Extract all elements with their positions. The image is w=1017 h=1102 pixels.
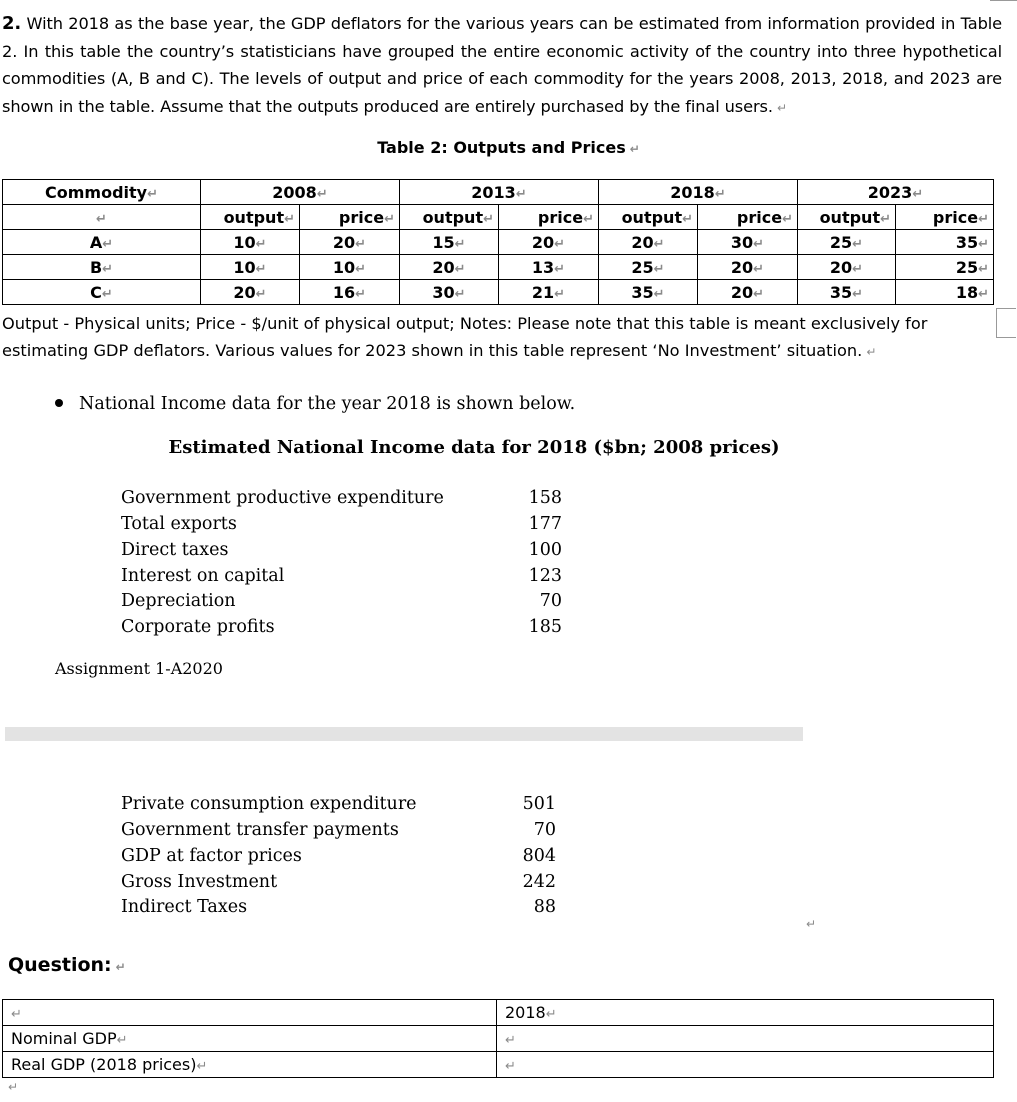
table-cell: 10↵ (300, 255, 400, 280)
table-caption (0, 138, 1017, 157)
table-cell: 18↵ (896, 280, 994, 305)
table-cell: 20↵ (798, 255, 896, 280)
question-heading (8, 954, 126, 976)
subheader-output: output↵ (201, 205, 300, 230)
ni-row: Interest on capital 123 (121, 566, 562, 586)
paragraph-mark: ↵ (776, 100, 787, 115)
empty-cell: ↵ (3, 205, 201, 230)
problem-paragraph (2, 10, 1002, 122)
outputs-prices-table (2, 179, 994, 305)
table-caption-text: Table 2: Outputs and Prices (377, 138, 626, 157)
question-table (2, 999, 994, 1078)
bullet-item (55, 394, 575, 414)
subheader-output: output↵ (599, 205, 698, 230)
ni-row: Private consumption expenditure 501 (121, 794, 556, 814)
table-row (3, 280, 994, 305)
bullet-icon (55, 399, 63, 407)
year-header-2023: 2023↵ (798, 180, 994, 205)
table-cell: 20↵ (300, 230, 400, 255)
ni-row: Depreciation 70 (121, 591, 562, 611)
table-cell: 10↵ (201, 255, 300, 280)
year-header-2013: 2013↵ (400, 180, 599, 205)
paragraph-mark: ↵ (147, 186, 158, 202)
table-notes-text: Output - Physical units; Price - $/unit of physical output; Notes: Please note that this table is meant exclusively for estimating GDP deflators. Various values for 2023 shown in this table represent ‘No Investment’ situation. (2, 314, 928, 360)
table-notes (2, 310, 992, 366)
table-cell: 25↵ (798, 230, 896, 255)
table-cell: 35↵ (599, 280, 698, 305)
paragraph-mark: ↵ (8, 1080, 19, 1094)
commodity-cell: C↵ (3, 280, 201, 305)
table-cell: 20↵ (201, 280, 300, 305)
table-cell: 20↵ (599, 230, 698, 255)
ni-row: Gross Investment 242 (121, 872, 556, 892)
row-label-nominal-gdp: Nominal GDP↵ (3, 1026, 497, 1052)
table-row (3, 230, 994, 255)
table-cell: 30↵ (400, 280, 499, 305)
table-row (3, 255, 994, 280)
empty-cell: ↵ (3, 1000, 497, 1026)
table-cell: 20↵ (698, 280, 798, 305)
subheader-price: price↵ (300, 205, 400, 230)
paragraph-mark: ↵ (806, 917, 817, 931)
subheader-price: price↵ (896, 205, 994, 230)
question-heading-text: Question: (8, 954, 112, 976)
ni-row: Government transfer payments 70 (121, 820, 556, 840)
answer-cell-nominal-gdp[interactable]: ↵ (497, 1026, 994, 1052)
paragraph-mark: ↵ (866, 345, 877, 359)
answer-cell-real-gdp[interactable]: ↵ (497, 1052, 994, 1078)
table-cell: 30↵ (698, 230, 798, 255)
table-row (3, 1000, 994, 1026)
table-cell: 35↵ (896, 230, 994, 255)
commodity-cell: B↵ (3, 255, 201, 280)
table-cell: 25↵ (599, 255, 698, 280)
subheader-output: output↵ (798, 205, 896, 230)
paragraph-mark: ↵ (629, 142, 640, 156)
problem-number: 2. (2, 13, 22, 34)
margin-box (996, 308, 1016, 338)
gray-divider-bar (5, 727, 803, 741)
commodity-cell: A↵ (3, 230, 201, 255)
assignment-label: Assignment 1-A2020 (55, 659, 223, 678)
ni-row: Direct taxes 100 (121, 540, 562, 560)
table-cell: 35↵ (798, 280, 896, 305)
ni-row: Total exports 177 (121, 514, 562, 534)
ni-row: Indirect Taxes 88 (121, 897, 556, 917)
paragraph-mark: ↵ (115, 960, 126, 974)
ni-row: GDP at factor prices 804 (121, 846, 556, 866)
table-cell: 20↵ (698, 255, 798, 280)
page-edge-rule (990, 0, 1017, 4)
row-label-real-gdp: Real GDP (2018 prices)↵ (3, 1052, 497, 1078)
national-income-heading: Estimated National Income data for 2018 ($bn; 2008 prices) (168, 437, 780, 458)
table-row (3, 205, 994, 230)
table-row (3, 1052, 994, 1078)
year-header-2018: 2018↵ (497, 1000, 994, 1026)
table-row (3, 1026, 994, 1052)
subheader-output: output↵ (400, 205, 499, 230)
year-header-2008: 2008↵ (201, 180, 400, 205)
table-cell: 25↵ (896, 255, 994, 280)
year-header-2018: 2018↵ (599, 180, 798, 205)
table-cell: 20↵ (400, 255, 499, 280)
table-cell: 21↵ (499, 280, 599, 305)
table-cell: 15↵ (400, 230, 499, 255)
problem-text: With 2018 as the base year, the GDP deflators for the various years can be estimated from information provided in Table 2. In this table the country’s statisticians have grouped the entire economic activity of the country into three hypothetical commodities (A, B and C). The levels of output and price of each commodity for the years 2008, 2013, 2018, and 2023 are shown in the table. Assume that the outputs produced are entirely purchased by the final users. (2, 14, 1003, 116)
table-row (3, 180, 994, 205)
table-cell: 13↵ (499, 255, 599, 280)
commodity-header: Commodity↵ (3, 180, 201, 205)
table-cell: 20↵ (499, 230, 599, 255)
subheader-price: price↵ (698, 205, 798, 230)
table-cell: 16↵ (300, 280, 400, 305)
bullet-text: National Income data for the year 2018 is shown below. (79, 394, 576, 414)
table-cell: 10↵ (201, 230, 300, 255)
ni-row: Corporate profits 185 (121, 617, 562, 637)
subheader-price: price↵ (499, 205, 599, 230)
ni-row: Government productive expenditure 158 (121, 488, 562, 508)
